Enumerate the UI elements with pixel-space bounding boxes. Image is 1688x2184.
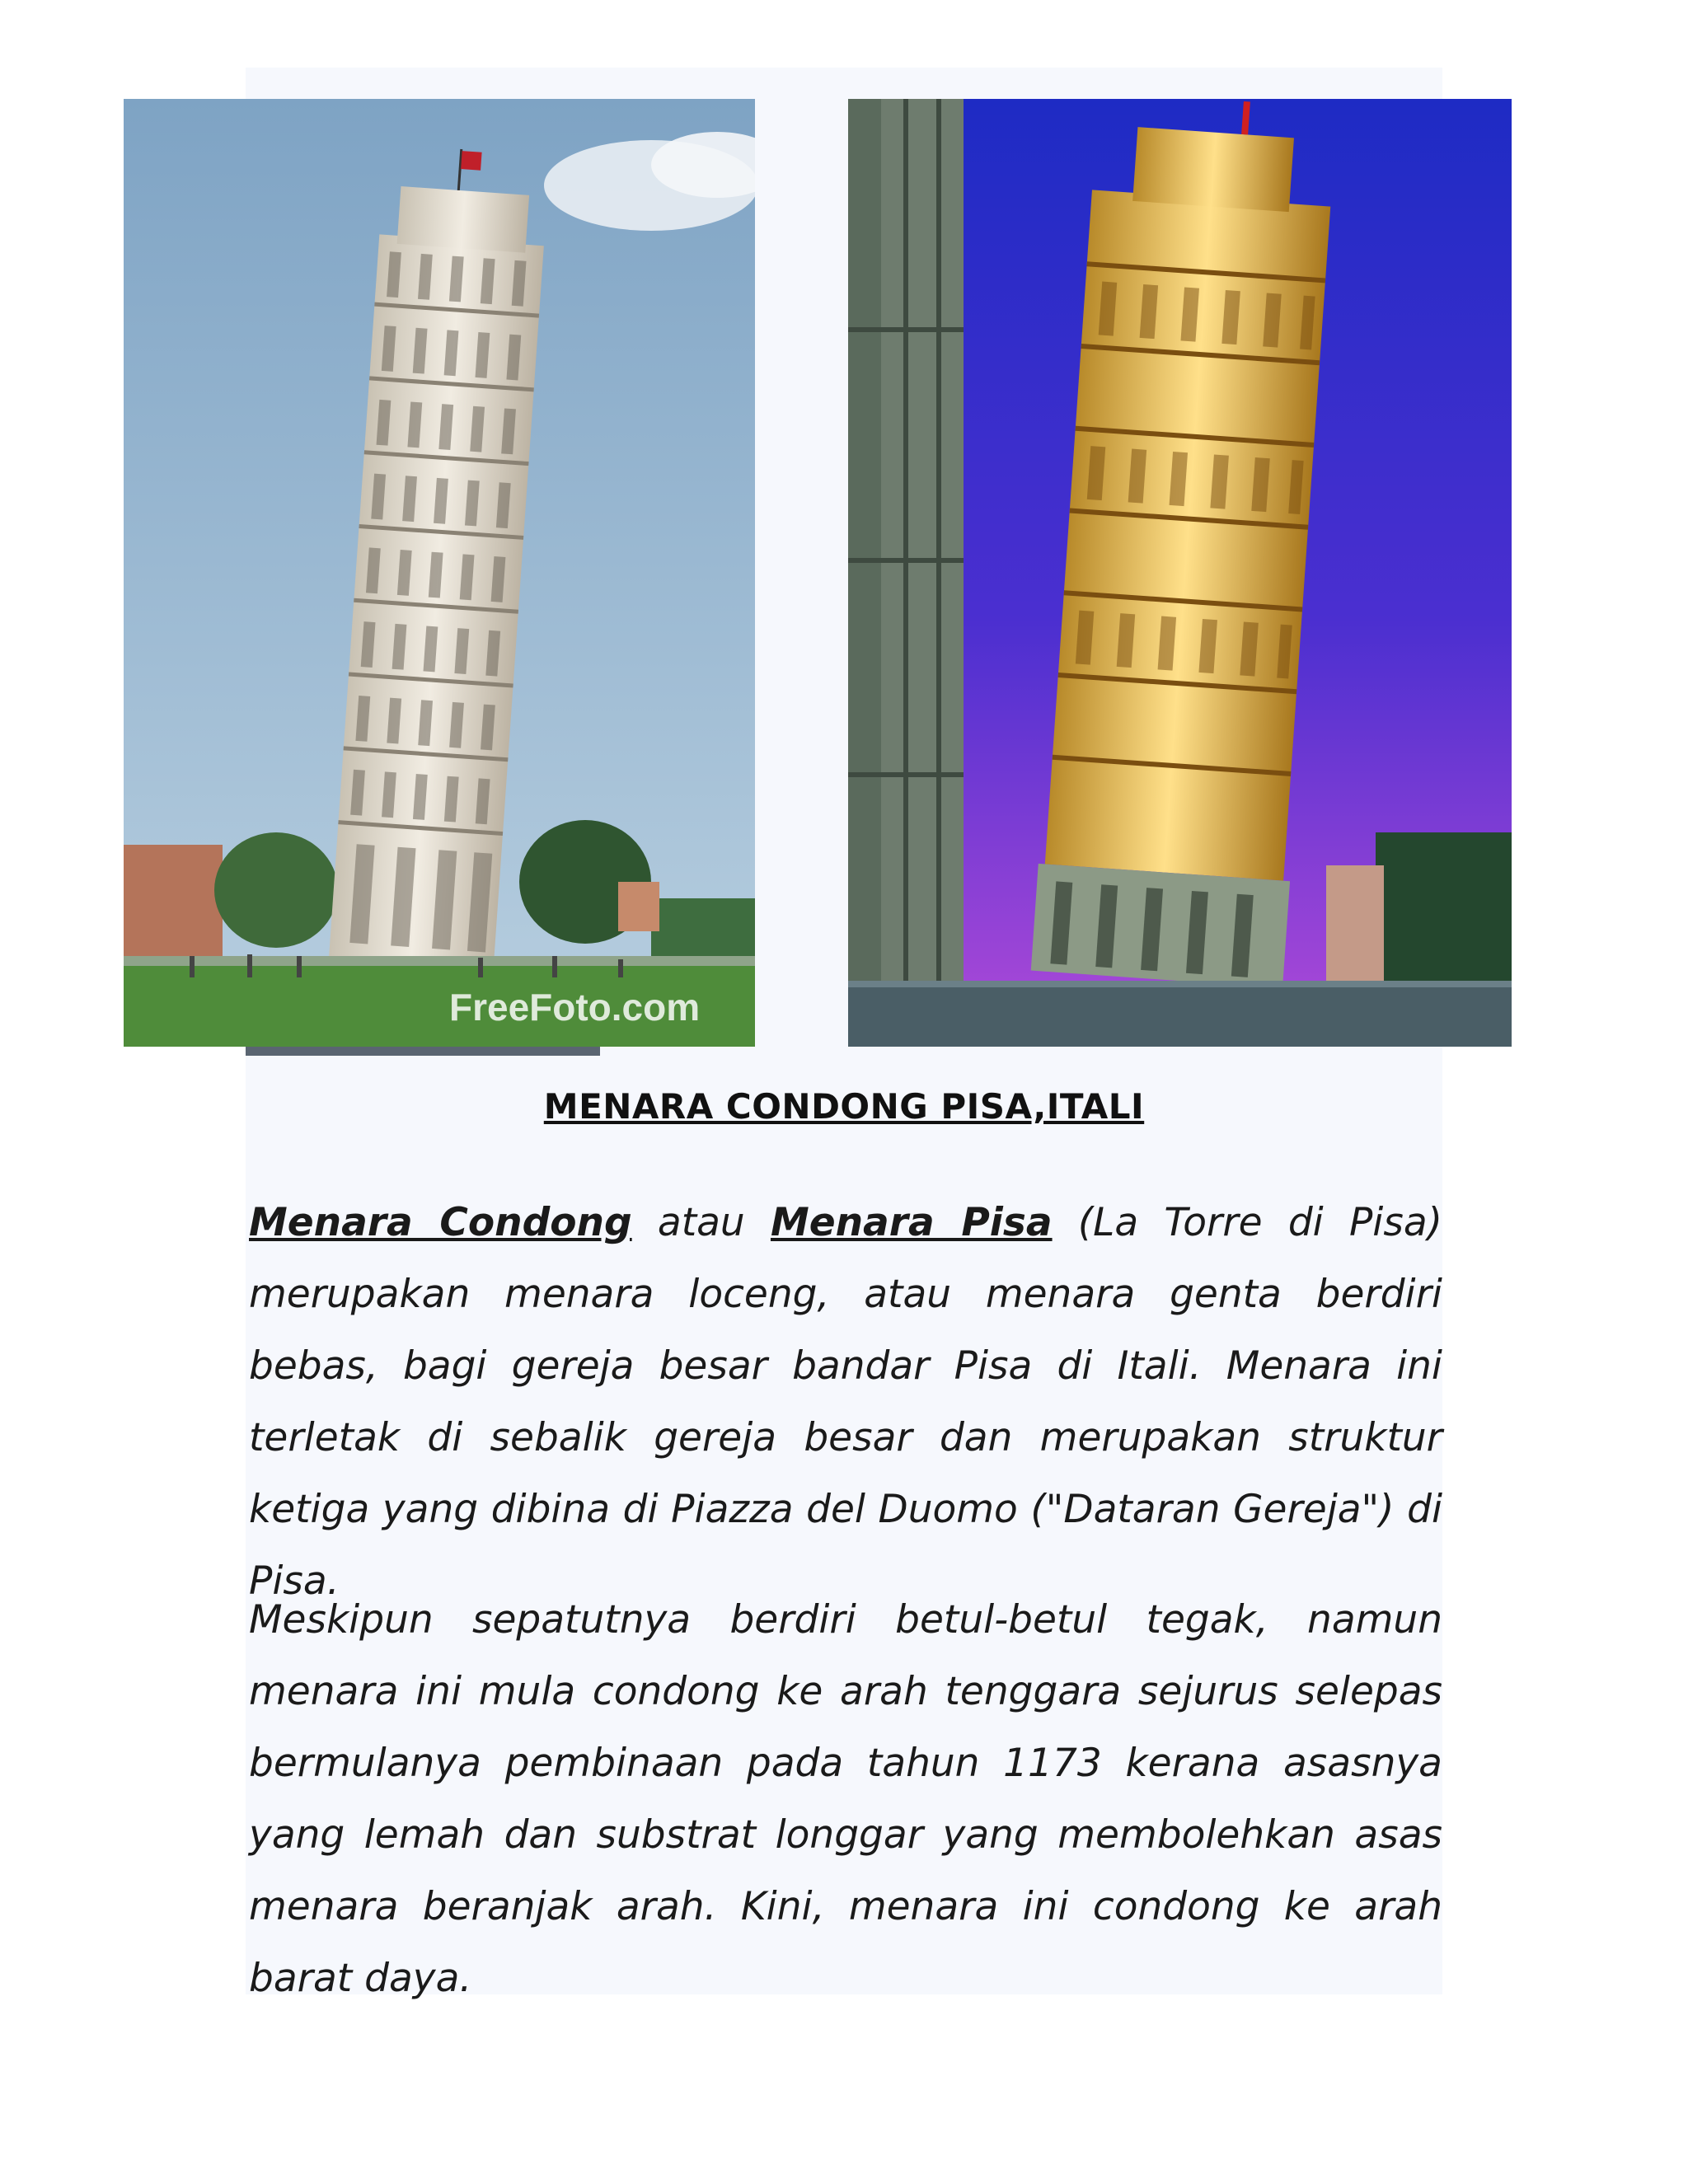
paragraph-1 [249, 1187, 1442, 1617]
term-menara-pisa: Menara Pisa [770, 1200, 1053, 1245]
connector-text: atau [631, 1200, 771, 1245]
photo-edge-stripe [246, 1047, 600, 1056]
watermark-freefoto: FreeFoto.com [449, 986, 701, 1029]
photo-tower-night [848, 99, 1512, 1047]
paragraph-1-text: (La Torre di Pisa) merupakan menara loceng, atau menara genta berdiri bebas, bagi gereja besar bandar Pisa di Itali. Menara ini terletak di sebalik gereja besar dan merupakan struktur ketiga yang dibina di Piazza del Duomo ("Dataran Gereja") di Pisa. [249, 1200, 1442, 1604]
paragraph-2: Meskipun sepatutnya berdiri betul-betul tegak, namun menara ini mula condong ke arah tenggara sejurus selepas bermulanya pembinaan pada tahun 1173 kerana asasnya yang lemah dan substrat longgar yang membolehkan asas menara beranjak arah. Kini, menara ini condong ke arah barat daya. [249, 1597, 1442, 2001]
page-title: MENARA CONDONG PISA,ITALI [543, 1086, 1145, 1127]
photo-tower-day [124, 99, 755, 1047]
term-menara-condong: Menara Condong [249, 1200, 632, 1245]
